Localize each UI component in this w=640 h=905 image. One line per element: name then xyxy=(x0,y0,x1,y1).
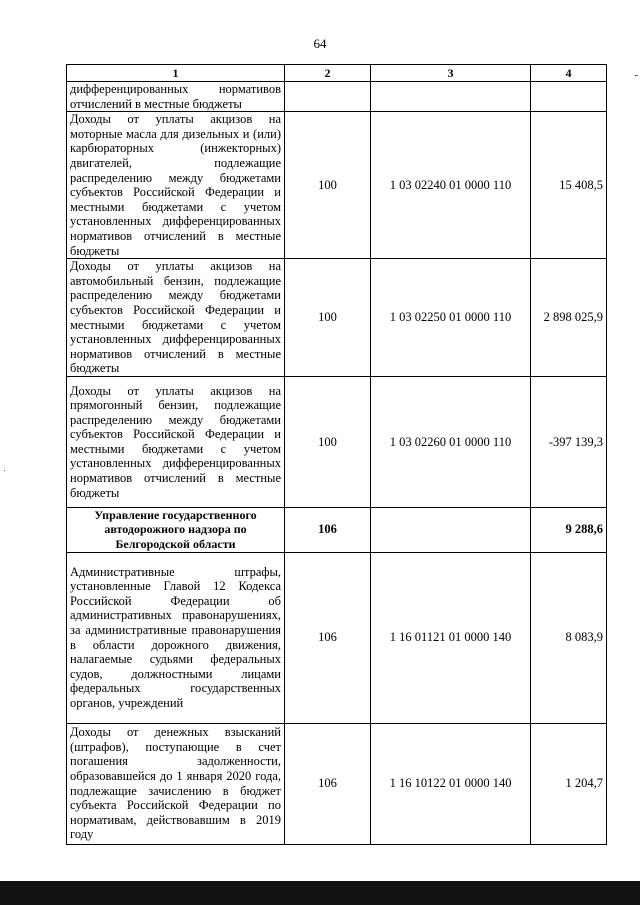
admin-code-cell: 106 xyxy=(285,507,371,552)
table-row xyxy=(67,552,607,723)
admin-code-cell xyxy=(285,82,371,112)
revenue-name-cell: Доходы от уплаты акцизов на прямогонный бензин, подлежащие распределению между бюджетами субъектов Российской Федерации и местными бюджетами с учетом установленных дифференцированных нормативов отчислений в местные бюджеты xyxy=(67,376,285,507)
column-header-1: 1 xyxy=(67,65,285,82)
admin-code-cell: 106 xyxy=(285,723,371,844)
budget-classification-code-cell: 1 03 02250 01 0000 110 xyxy=(371,259,531,377)
table-row xyxy=(67,507,607,552)
table-body xyxy=(67,82,607,845)
amount-cell: 15 408,5 xyxy=(531,112,607,259)
revenue-name-cell: дифференцированных нормативов отчислений в местные бюджеты xyxy=(67,82,285,112)
admin-code-cell: 100 xyxy=(285,259,371,377)
column-header-4: 4 xyxy=(531,65,607,82)
table-row xyxy=(67,259,607,377)
revenue-name-cell: Доходы от денежных взысканий (штрафов), поступающие в счет погашения задолженности, образовавшейся до 1 января 2020 года, подлежащие зачислению в бюджет субъекта Российской Федерации по нормативам, действовавшим в 2019 году xyxy=(67,723,285,844)
amount-cell: 9 288,6 xyxy=(531,507,607,552)
budget-classification-code-cell: 1 16 10122 01 0000 140 xyxy=(371,723,531,844)
budget-classification-code-cell xyxy=(371,82,531,112)
column-header-2: 2 xyxy=(285,65,371,82)
amount-cell: 2 898 025,9 xyxy=(531,259,607,377)
budget-classification-code-cell: 1 16 01121 01 0000 140 xyxy=(371,552,531,723)
revenue-name-cell: Административные штрафы, установленные Главой 12 Кодекса Российской Федерации об административных правонарушениях, за административные правонарушения в области дорожного движения, налагаемые судьями федеральных судов, должностными лицами федеральных государственных органов, учреждений xyxy=(67,552,285,723)
table-row xyxy=(67,723,607,844)
revenue-name-cell: Доходы от уплаты акцизов на моторные масла для дизельных и (или) карбюраторных (инжекторных) двигателей, подлежащие распределению между бюджетами субъектов Российской Федерации и местными бюджетами с учетом установленных дифференцированных нормативов отчислений в местные бюджеты xyxy=(67,112,285,259)
amount-cell: 1 204,7 xyxy=(531,723,607,844)
table-header-row xyxy=(67,65,607,82)
admin-code-cell: 100 xyxy=(285,376,371,507)
budget-revenue-table xyxy=(66,64,607,845)
amount-cell xyxy=(531,82,607,112)
budget-classification-code-cell xyxy=(371,507,531,552)
budget-classification-code-cell: 1 03 02260 01 0000 110 xyxy=(371,376,531,507)
admin-code-cell: 100 xyxy=(285,112,371,259)
amount-cell: -397 139,3 xyxy=(531,376,607,507)
revenue-name-cell: Управление государственного автодорожного надзора по Белгородской области xyxy=(67,507,285,552)
column-header-3: 3 xyxy=(371,65,531,82)
scan-mark-left xyxy=(4,470,5,471)
table-row xyxy=(67,112,607,259)
amount-cell: 8 083,9 xyxy=(531,552,607,723)
page-number: 64 xyxy=(313,36,327,51)
table-row xyxy=(67,376,607,507)
table-row xyxy=(67,82,607,112)
budget-classification-code-cell: 1 03 02240 01 0000 110 xyxy=(371,112,531,259)
admin-code-cell: 106 xyxy=(285,552,371,723)
scan-bottom-edge xyxy=(0,881,640,905)
scan-mark-right xyxy=(635,75,638,76)
revenue-name-cell: Доходы от уплаты акцизов на автомобильный бензин, подлежащие распределению между бюджетами субъектов Российской Федерации и местными бюджетами с учетом установленных дифференцированных нормативов отчислений в местные бюджеты xyxy=(67,259,285,377)
